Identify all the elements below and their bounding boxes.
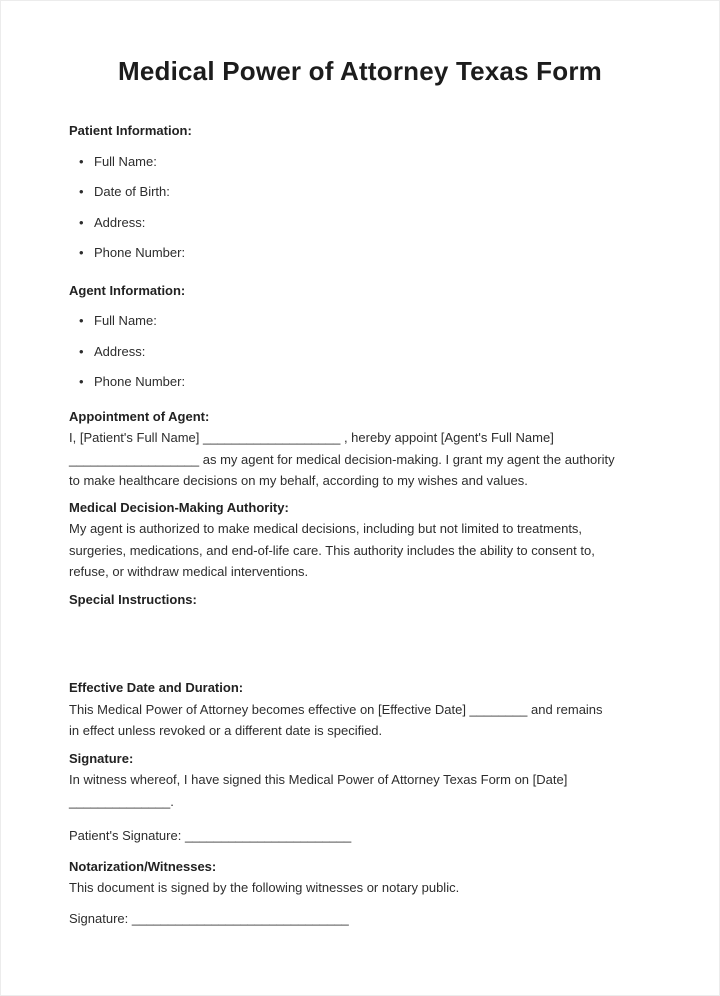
section-special-instructions: [69, 589, 649, 611]
page-title: Medical Power of Attorney Texas Form: [118, 56, 602, 86]
list-item: • Phone Number:: [69, 242, 649, 264]
authority-heading: Medical Decision-Making Authority:: [69, 499, 289, 515]
paragraph-line: surgeries, medications, and end-of-life care. This authority includes the ability to consent to,: [69, 542, 595, 558]
section-agent-information: [69, 280, 649, 393]
special-instructions-heading: Special Instructions:: [69, 591, 197, 607]
document-body: [1, 120, 719, 929]
paragraph-line: in effect unless revoked or a different date is specified.: [69, 723, 383, 738]
witness-signature-line: Signature: ______________________________: [69, 910, 349, 926]
section-patient-information: [69, 120, 649, 264]
section-effective-date: [69, 677, 649, 742]
paragraph-line: My agent is authorized to make medical decisions, including but not limited to treatments,: [69, 521, 583, 536]
section-notarization-witnesses: [69, 856, 649, 930]
effective-date-heading: Effective Date and Duration:: [69, 680, 244, 695]
paragraph-line: refuse, or withdraw medical interventions.: [69, 564, 309, 579]
list-item: • Address:: [69, 212, 649, 234]
list-item: • Address:: [69, 341, 649, 363]
list-item: • Date of Birth:: [69, 181, 649, 203]
notarization-heading: Notarization/Witnesses:: [69, 858, 217, 874]
patient-information-list: [69, 151, 649, 264]
section-medical-decision-authority: [69, 497, 649, 583]
section-appointment-of-agent: [69, 406, 649, 492]
paragraph-line: I, [Patient's Full Name] ___________________ , hereby appoint [Agent's Full Name]: [69, 430, 554, 445]
appointment-heading: Appointment of Agent:: [69, 408, 210, 424]
signature-heading: Signature:: [69, 750, 134, 766]
patient-information-heading: Patient Information:: [69, 123, 192, 138]
date-blank-line: ______________.: [69, 793, 174, 809]
patient-signature-line: Patient's Signature: _______________________: [69, 828, 352, 843]
paragraph-line: __________________ as my agent for medical decision-making. I grant my agent the authority: [69, 451, 615, 467]
list-item: • Full Name:: [69, 310, 649, 332]
paragraph-line: This document is signed by the following witnesses or notary public.: [69, 880, 460, 895]
paragraph-line: to make healthcare decisions on my behalf, according to my wishes and values.: [69, 473, 528, 488]
list-item: • Full Name:: [69, 151, 649, 173]
paragraph-line: In witness whereof, I have signed this Medical Power of Attorney Texas Form on [Date]: [69, 772, 568, 787]
agent-information-heading: Agent Information:: [69, 282, 186, 298]
list-item: • Phone Number:: [69, 371, 649, 393]
section-signature: [69, 748, 649, 847]
paragraph-line: This Medical Power of Attorney becomes effective on [Effective Date] ________ and remains: [69, 701, 603, 717]
agent-information-list: [69, 310, 649, 393]
